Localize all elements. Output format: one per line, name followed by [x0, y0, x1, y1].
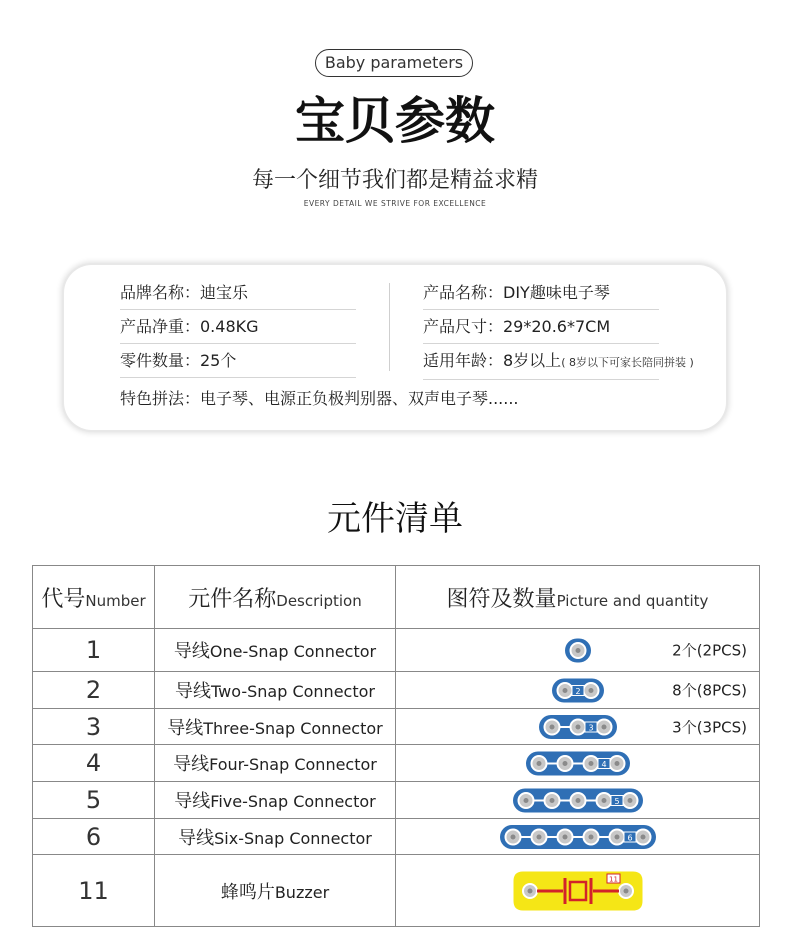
- spec-brand: 品牌名称：迪宝乐: [120, 282, 356, 310]
- part-description: 导线Two-Snap Connector: [155, 672, 396, 709]
- parts-table: [32, 565, 760, 927]
- part-description: 蜂鸣片Buzzer: [155, 855, 396, 927]
- snap-stud-center: [537, 835, 542, 840]
- part-number: 4: [33, 745, 155, 782]
- snap-stud-center: [602, 725, 607, 730]
- part-picture: [396, 745, 760, 782]
- part-picture: [396, 709, 760, 745]
- part-number: 1: [33, 629, 155, 672]
- table-row: [33, 745, 760, 782]
- part-picture: [396, 819, 760, 855]
- spec-age-value: 适用年龄：8岁以上: [423, 351, 562, 370]
- part-picture: [396, 782, 760, 819]
- part-number: 3: [33, 709, 155, 745]
- snap-stud-center: [576, 725, 581, 730]
- snap-stud-center: [524, 798, 529, 803]
- part-quantity: 8个(8PCS): [672, 681, 747, 700]
- header-number: 代号Number: [33, 566, 155, 629]
- header-picture-quantity: 图符及数量Picture and quantity: [396, 566, 760, 629]
- table-row: [33, 782, 760, 819]
- snap-stud-center: [628, 798, 633, 803]
- connector-label: 4: [601, 760, 607, 769]
- part-number: 5: [33, 782, 155, 819]
- page-tagline: EVERY DETAIL WE STRIVE FOR EXCELLENCE: [303, 199, 487, 208]
- spec-divider: [389, 283, 390, 371]
- buzzer-label: 11: [609, 875, 618, 884]
- part-number: 11: [33, 855, 155, 927]
- table-row: [33, 629, 760, 672]
- page-subtitle: 每一个细节我们都是精益求精: [251, 168, 538, 193]
- snap-stud-center: [615, 835, 620, 840]
- snap-stud-center: [641, 835, 646, 840]
- part-description: 导线One-Snap Connector: [155, 629, 396, 672]
- snap-stud-center: [511, 835, 516, 840]
- snap-stud-center: [563, 688, 568, 693]
- part-quantity: 2个(2PCS): [672, 641, 747, 660]
- snap-stud-center: [576, 798, 581, 803]
- header-description: 元件名称Description: [155, 566, 396, 629]
- buzzer-icon: [396, 855, 760, 927]
- snap-stud-center: [563, 835, 568, 840]
- snap-stud-center: [589, 761, 594, 766]
- part-description: 导线Five-Snap Connector: [155, 782, 396, 819]
- spec-product-name: 产品名称：DIY趣味电子琴: [423, 282, 659, 310]
- spec-weight: 产品净重：0.48KG: [120, 316, 356, 344]
- part-description: 导线Six-Snap Connector: [155, 819, 396, 855]
- snap-stud-center: [537, 761, 542, 766]
- part-picture: [396, 855, 760, 927]
- snap-connector-icon: [396, 819, 760, 855]
- table-row: [33, 855, 760, 927]
- spec-size: 产品尺寸：29*20.6*7CM: [423, 316, 659, 344]
- connector-label: 5: [614, 797, 620, 806]
- snap-stud-center: [589, 835, 594, 840]
- spec-age-note: ( 8岁以下可家长陪同拼装 ): [561, 356, 694, 369]
- part-picture: [396, 672, 760, 709]
- spec-parts-count: 零件数量：25个: [120, 350, 356, 378]
- table-row: [33, 672, 760, 709]
- snap-stud-center: [563, 761, 568, 766]
- connector-label: 2: [575, 687, 581, 696]
- snap-stud-center: [615, 761, 620, 766]
- table-row: [33, 819, 760, 855]
- snap-stud-center: [550, 725, 555, 730]
- snap-connector-icon: [396, 745, 760, 782]
- connector-label: 3: [588, 723, 594, 733]
- connector-label: 6: [627, 833, 633, 843]
- table-row: [33, 709, 760, 745]
- part-picture: [396, 629, 760, 672]
- snap-connector-icon: [396, 782, 760, 819]
- spec-age: [423, 350, 694, 380]
- snap-stud-center: [528, 889, 533, 894]
- snap-stud-center: [624, 889, 629, 894]
- parts-table-header: [33, 566, 760, 629]
- baby-parameters-pill: Baby parameters: [315, 49, 473, 77]
- spec-features: 特色拼法：电子琴、电源正负极判别器、双声电子琴......: [120, 389, 519, 408]
- snap-stud-center: [589, 688, 594, 693]
- part-number: 6: [33, 819, 155, 855]
- snap-stud-center: [550, 798, 555, 803]
- spec-card: [64, 265, 726, 430]
- part-number: 2: [33, 672, 155, 709]
- page-title: 宝贝参数: [295, 92, 495, 150]
- part-description: 导线Three-Snap Connector: [155, 709, 396, 745]
- snap-stud-center: [576, 648, 581, 653]
- part-quantity: 3个(3PCS): [672, 718, 747, 736]
- parts-list-title: 元件清单: [327, 499, 463, 539]
- part-description: 导线Four-Snap Connector: [155, 745, 396, 782]
- snap-stud-center: [602, 798, 607, 803]
